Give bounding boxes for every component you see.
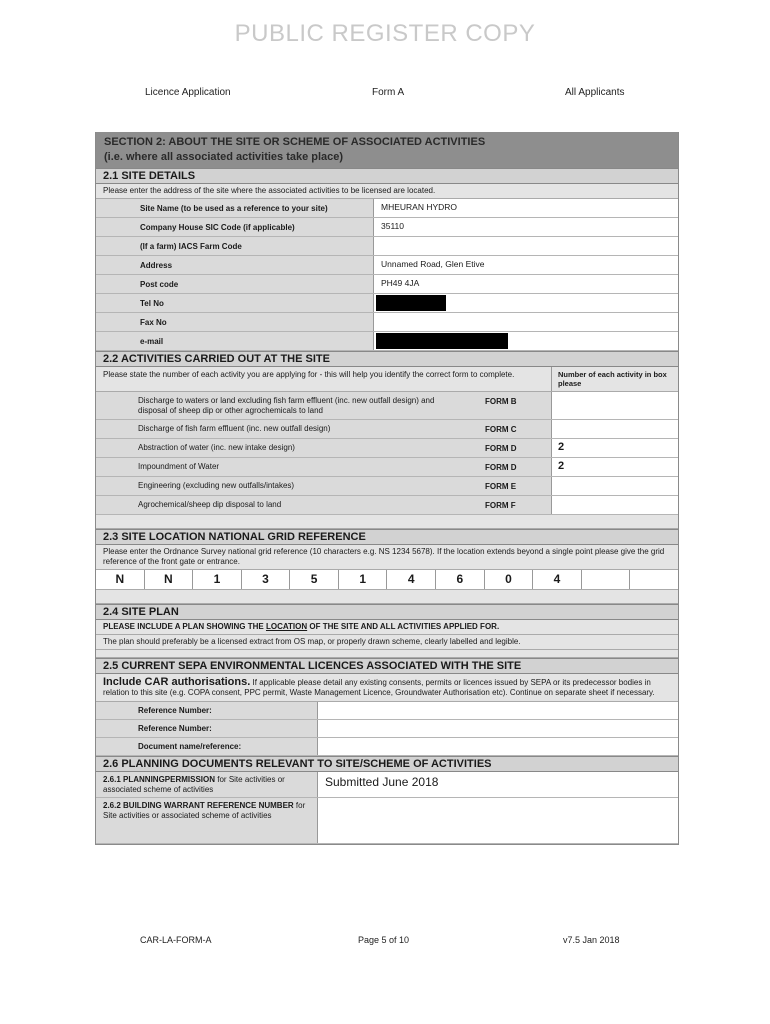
planning-permission-row [96, 772, 678, 798]
activity-count-field[interactable] [552, 420, 678, 438]
footer-version: v7.5 Jan 2018 [563, 935, 620, 945]
activity-name: Agrochemical/sheep dip disposal to land [96, 496, 440, 514]
tel-field[interactable] [374, 294, 678, 312]
grid-char-box[interactable] [630, 570, 678, 589]
grid-reference-note: Please enter the Ordnance Survey national grid reference (10 characters e.g. NS 1234 5678). If the location extends beyond a single point please give the grid reference of the front gate or entrance. [96, 545, 678, 570]
address-row [96, 256, 678, 275]
activity-count-field[interactable] [552, 496, 678, 514]
postcode-field[interactable]: PH49 4JA [381, 278, 420, 288]
reference-row [96, 720, 678, 738]
grid-char-box[interactable]: 5 [290, 570, 339, 589]
site-plan-instruction [96, 620, 678, 635]
site-name-field[interactable]: MHEURAN HYDRO [381, 202, 458, 212]
reference-row [96, 738, 678, 756]
activity-count-field[interactable] [552, 392, 678, 419]
section-title [96, 132, 678, 168]
email-row [96, 332, 678, 351]
activity-name: Impoundment of Water [96, 458, 440, 476]
address-label: Address [96, 256, 374, 274]
activity-name: Discharge of fish farm effluent (inc. new outfall design) [96, 420, 440, 438]
public-register-watermark: PUBLIC REGISTER COPY [234, 20, 536, 47]
building-warrant-label [96, 798, 318, 843]
building-warrant-title: 2.6.2 BUILDING WARRANT REFERENCE NUMBER [103, 801, 294, 810]
spacer [96, 590, 678, 604]
reference-number-field[interactable] [318, 702, 678, 719]
spacer [96, 650, 678, 658]
activities-note: Please state the number of each activity you are applying for - this will help you identify the correct form to complete. [96, 367, 552, 391]
reference-number-label: Reference Number: [96, 720, 318, 737]
car-authorisations-label: Include CAR authorisations. [103, 676, 251, 688]
activity-count-field[interactable] [552, 477, 678, 495]
site-plan-note: The plan should preferably be a licensed extract from OS map, or properly drawn scheme, clearly labelled and legible. [96, 635, 678, 650]
activities-header [96, 367, 678, 392]
activity-row [96, 439, 678, 458]
activity-name: Engineering (excluding new outfalls/intakes) [96, 477, 440, 495]
postcode-label: Post code [96, 275, 374, 293]
activity-row [96, 477, 678, 496]
activity-form: FORM F [440, 496, 552, 514]
activity-row [96, 458, 678, 477]
building-warrant-desc: for Site activities or associated scheme of activities [103, 801, 306, 820]
tel-row [96, 294, 678, 313]
reference-number-label: Reference Number: [96, 702, 318, 719]
redaction-box [376, 295, 446, 311]
activity-count-header: Number of each activity in box please [558, 370, 667, 388]
grid-reference-heading: 2.3 SITE LOCATION NATIONAL GRID REFERENCE [96, 529, 678, 545]
planning-permission-title: 2.6.1 PLANNINGPERMISSION [103, 775, 216, 784]
activity-row [96, 496, 678, 515]
header-form: Form A [372, 87, 405, 98]
site-plan-instruction-part1: PLEASE INCLUDE A PLAN SHOWING THE [103, 622, 266, 631]
planning-permission-desc: for Site activities or associated scheme of activities [103, 775, 285, 794]
activity-form: FORM D [440, 458, 552, 476]
activity-form: FORM D [440, 439, 552, 457]
sic-code-field[interactable]: 35110 [381, 221, 405, 231]
grid-char-box[interactable]: 1 [193, 570, 242, 589]
activities-heading: 2.2 ACTIVITIES CARRIED OUT AT THE SITE [96, 351, 678, 367]
section-title-line2: (i.e. where all associated activities take place) [104, 151, 344, 163]
document-name-field[interactable] [318, 738, 678, 755]
sepa-licences-note [96, 674, 678, 702]
section-title-line1: SECTION 2: ABOUT THE SITE OR SCHEME OF ASSOCIATED ACTIVITIES [104, 136, 486, 148]
fax-row [96, 313, 678, 332]
sic-code-row [96, 218, 678, 237]
site-name-row [96, 199, 678, 218]
grid-char-box[interactable]: 1 [339, 570, 388, 589]
header-licence-application: Licence Application [145, 87, 231, 98]
planning-permission-field[interactable]: Submitted June 2018 [325, 775, 439, 789]
activity-count-field[interactable]: 2 [558, 460, 565, 472]
activity-row [96, 420, 678, 439]
building-warrant-row [96, 798, 678, 844]
activity-name: Discharge to waters or land excluding fish farm effluent (inc. new outfall design) and disposal of sheep dip or other agrochemicals to land [96, 392, 440, 419]
site-plan-instruction-part2: OF THE SITE AND ALL ACTIVITIES APPLIED FOR. [307, 622, 500, 631]
postcode-row [96, 275, 678, 294]
grid-char-box[interactable]: 0 [485, 570, 534, 589]
email-field[interactable] [374, 332, 678, 350]
activity-count-field[interactable]: 2 [558, 441, 565, 453]
grid-char-box[interactable]: N [96, 570, 145, 589]
activity-row [96, 392, 678, 420]
fax-label: Fax No [96, 313, 374, 331]
grid-char-box[interactable]: 6 [436, 570, 485, 589]
building-warrant-field[interactable] [318, 798, 678, 843]
sepa-licences-heading: 2.5 CURRENT SEPA ENVIRONMENTAL LICENCES ASSOCIATED WITH THE SITE [96, 658, 678, 674]
grid-char-box[interactable]: N [145, 570, 194, 589]
activity-name: Abstraction of water (inc. new intake design) [96, 439, 440, 457]
sic-code-label: Company House SIC Code (if applicable) [96, 218, 374, 236]
redaction-box [376, 333, 508, 349]
sepa-licences-note-text: If applicable please detail any existing consents, permits or licences issued by SEPA or its predecessor bodies in relation to this site (e.g. COPA consent, PPC permit, Waste Management Licence, Groundwater Authorisation etc). Continue on separate sheet if necessary. [103, 678, 655, 697]
planning-documents-heading: 2.6 PLANNING DOCUMENTS RELEVANT TO SITE/SCHEME OF ACTIVITIES [96, 756, 678, 772]
grid-reference-boxes [96, 570, 678, 590]
tel-label: Tel No [96, 294, 374, 312]
site-details-note: Please enter the address of the site where the associated activities to be licensed are located. [96, 184, 678, 199]
grid-char-box[interactable]: 3 [242, 570, 291, 589]
reference-row [96, 702, 678, 720]
document-name-label: Document name/reference: [96, 738, 318, 755]
spacer [96, 515, 678, 529]
site-plan-heading: 2.4 SITE PLAN [96, 604, 678, 620]
grid-char-box[interactable] [582, 570, 631, 589]
header-applicants: All Applicants [565, 87, 625, 98]
site-plan-instruction-location: LOCATION [265, 622, 308, 631]
footer-form-code: CAR-LA-FORM-A [140, 935, 212, 945]
activity-form: FORM E [440, 477, 552, 495]
iacs-code-field[interactable] [374, 237, 678, 255]
iacs-code-row [96, 237, 678, 256]
planning-permission-label [96, 772, 318, 797]
site-name-label: Site Name (to be used as a reference to your site) [96, 199, 374, 217]
activity-form: FORM B [440, 392, 552, 419]
grid-char-box[interactable]: 4 [533, 570, 582, 589]
reference-number-field[interactable] [318, 720, 678, 737]
site-details-heading: 2.1 SITE DETAILS [96, 168, 678, 184]
fax-field[interactable] [374, 313, 678, 331]
email-label: e-mail [96, 332, 374, 350]
address-field[interactable]: Unnamed Road, Glen Etive [381, 259, 485, 269]
footer-page-number: Page 5 of 10 [358, 935, 410, 945]
grid-char-box[interactable]: 4 [387, 570, 436, 589]
iacs-code-label: (If a farm) IACS Farm Code [96, 237, 374, 255]
activity-form: FORM C [440, 420, 552, 438]
section-2-form [95, 132, 679, 845]
